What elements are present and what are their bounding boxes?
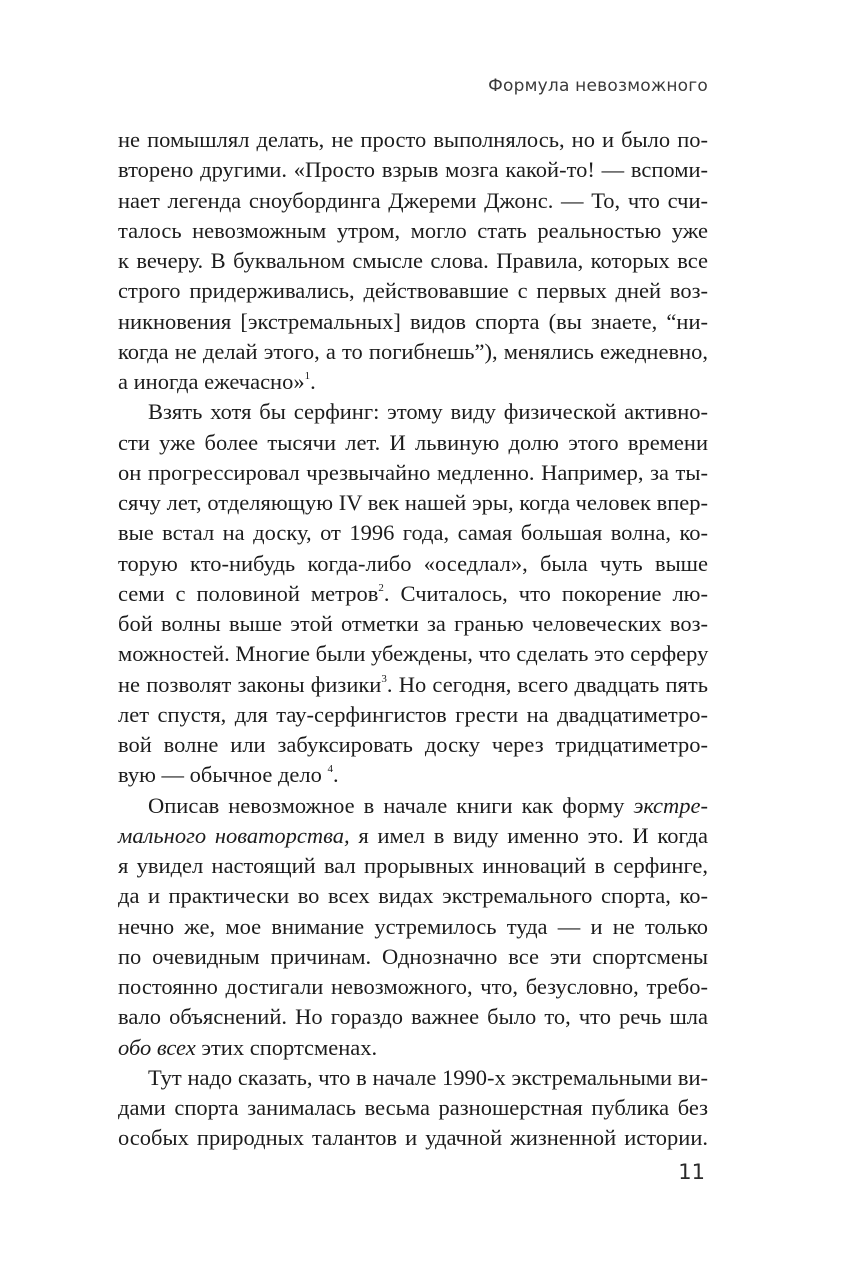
text-segment: вторено другими. «Просто взрыв мозга какой-то! — вспоми-	[118, 157, 708, 183]
text-line	[118, 307, 708, 337]
text-segment: .	[310, 369, 316, 394]
running-head: Формула невозможного	[488, 76, 708, 96]
text-line	[118, 246, 708, 276]
text-segment: сячу лет, отделяющую IV век нашей эры, когда человек впер-	[118, 490, 708, 515]
text-segment: дами спорта занималась весьма разношерстная публика без	[118, 1095, 708, 1120]
text-segment: не помышлял делать, не просто выполнялось, но и было по-	[118, 127, 708, 152]
text-segment: постоянно достигали невозможного, что, безусловно, требо-	[118, 974, 708, 999]
text-segment: нечно же, мое внимание устремилось туда — и не только	[118, 913, 708, 939]
text-segment: я увидел настоящий вал прорывных инноваций в серфинге,	[118, 853, 708, 878]
page-number: 11	[678, 1160, 705, 1184]
text-segment: .	[333, 762, 339, 788]
text-segment: я имел в виду именно это. И когда	[349, 822, 708, 848]
text-line	[118, 972, 708, 1002]
text-line	[118, 760, 708, 790]
text-line	[118, 367, 708, 397]
text-segment: можностей. Многие были убеждены, что сделать это серферу	[118, 641, 709, 667]
text-line	[118, 337, 708, 367]
text-segment: строго придерживались, действовавшие с первых дней воз-	[118, 278, 708, 304]
text-segment: семи с половиной метров	[118, 580, 379, 606]
text-segment: когда не делай этого, а то погибнешь”), менялись ежедневно,	[118, 338, 708, 364]
footnote-ref: 1	[304, 370, 311, 382]
text-line	[118, 1093, 708, 1123]
text-segment: Описав невозможное в начале книги как форму	[148, 792, 634, 818]
text-segment: Тут надо сказать, что в начале 1990-х экстремальными ви-	[148, 1064, 708, 1090]
text-line	[118, 609, 708, 639]
text-line	[118, 700, 708, 730]
text-segment: сти уже более тысячи лет. И львиную долю этого времени	[118, 429, 708, 455]
text-line	[148, 397, 708, 427]
text-line	[118, 186, 708, 216]
text-segment: вую — обычное дело	[118, 762, 328, 788]
text-line	[118, 549, 708, 579]
text-line	[118, 942, 708, 972]
text-segment: . Но сегодня, всего двадцать пять	[386, 671, 709, 697]
text-segment: да и практически во всех видах экстремального спорта, ко-	[118, 883, 708, 909]
text-line	[118, 670, 708, 700]
text-segment: по очевидным причинам. Однозначно все эти спортсмены	[118, 943, 708, 969]
italic-text: мального новаторства,	[118, 822, 350, 848]
text-line	[118, 1123, 708, 1153]
text-segment: этих спортсменах.	[195, 1034, 378, 1060]
text-segment: вало объяснений. Но гораздо важнее было то, что речь шла	[118, 1004, 708, 1030]
text-line	[118, 428, 708, 458]
text-segment: к вечеру. В буквальном смысле слова. Правила, которых все	[118, 248, 708, 273]
text-segment: а иногда ежечасно»	[118, 369, 305, 394]
text-line	[148, 1063, 708, 1093]
text-segment: особых природных талантов и удачной жизненной истории.	[118, 1125, 708, 1151]
text-line	[118, 639, 708, 669]
text-segment: он прогрессировал чрезвычайно медленно. Например, за ты-	[118, 459, 708, 485]
footnote-ref: 4	[327, 763, 334, 776]
text-segment: . Считалось, что покорение лю-	[383, 580, 708, 606]
footnote-ref: 2	[378, 581, 384, 594]
text-line	[118, 125, 708, 155]
text-line	[118, 579, 708, 609]
text-segment: никновения [экстремальных] видов спорта (вы знаете, “ни-	[118, 308, 708, 334]
text-line	[118, 730, 708, 760]
text-line	[118, 155, 708, 185]
italic-text: обо всех	[118, 1034, 196, 1060]
text-line	[118, 488, 708, 518]
text-line	[118, 821, 708, 851]
text-line	[148, 791, 708, 821]
text-line	[118, 216, 708, 246]
text-segment: талось невозможным утром, могло стать реальностью уже	[118, 217, 708, 243]
text-segment: лет спустя, для тау-серфингистов грести на двадцатиметро-	[118, 701, 708, 727]
text-segment: Взять хотя бы серфинг: этому виду физической активно-	[148, 399, 708, 425]
text-line	[118, 851, 708, 881]
footnote-ref: 3	[381, 672, 387, 685]
text-segment: не позволят законы физики	[118, 671, 382, 697]
text-segment: вые встал на доску, от 1996 года, самая большая волна, ко-	[118, 520, 708, 546]
italic-text: экстре-	[633, 792, 708, 818]
text-line	[118, 881, 708, 911]
text-line	[118, 1033, 708, 1063]
text-line	[118, 276, 708, 306]
text-segment: нает легенда сноубординга Джереми Джонс. — То, что счи-	[118, 187, 708, 213]
text-line	[118, 458, 708, 488]
text-line	[118, 1002, 708, 1032]
text-segment: бой волны выше этой отметки за гранью человеческих воз-	[118, 611, 708, 636]
text-segment: вой волне или забуксировать доску через тридцатиметро-	[118, 732, 708, 757]
text-segment: торую кто-нибудь когда-либо «оседлал», была чуть выше	[118, 550, 708, 576]
text-line	[118, 518, 708, 548]
text-line	[118, 912, 708, 942]
